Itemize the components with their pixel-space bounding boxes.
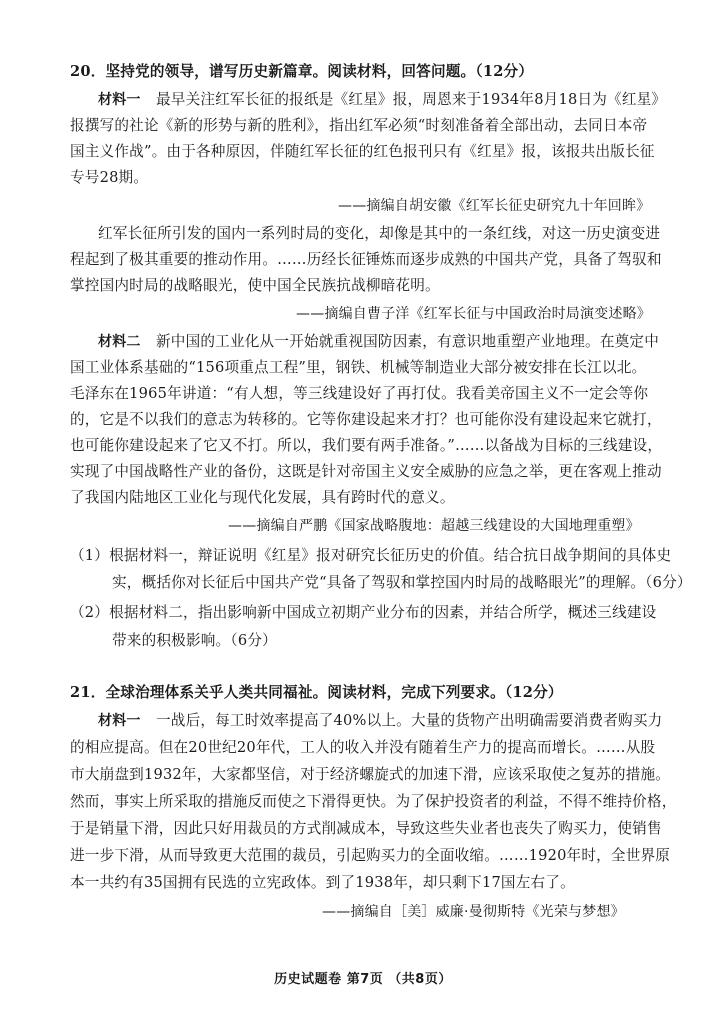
q20-material2-line: 也可能你建设起来了它又不打。所以，我们要有两手准备。”……以备战为目标的三线建设， xyxy=(70,437,663,454)
q20-material2-label: 材料二 xyxy=(98,334,141,350)
q20-material2-line: 新中国的工业化从一开始就重视国防因素，有意识地重塑产业地理。在奠定中 xyxy=(156,333,659,350)
q20-material2-line: 了我国内陆地区工业化与现代化发展，具有跨时代的意义。 xyxy=(70,489,455,506)
q21-material1-label: 材料一 xyxy=(98,713,141,729)
q20-material1-line: 专号28期。 xyxy=(70,169,149,186)
q20-subquestion1-line: 实，概括你对长征后中国共产党“具备了驾驭和掌控国内时局的战略眼光”的理解。（6分） xyxy=(112,574,692,591)
q21-material1-line: 然而，事实上所采取的措施反而使之下滑得更快。为了保护投资者的利益，不得不维持价格， xyxy=(70,793,677,810)
q20-subquestion2-line: 带来的积极影响。（6分） xyxy=(112,632,277,649)
q20-material2-line: 的，它是不以我们的意志为转移的。它等你建设起来才打？也可能你没有建设起来它就打， xyxy=(70,411,662,428)
q20-subquestion1-line: （1）根据材料一，辩证说明《红星》报对研究长征历史的价值。结合抗日战争期间的具体史 xyxy=(70,547,672,564)
q20-material1-source2: ——摘编自曹子洋《红军长征与中国政治时局演变述略》 xyxy=(296,306,651,322)
q21-material1-line: 进一步下滑，从而导致更大范围的裁员，引起购买力的全面收缩。……1920年时，全世界原 xyxy=(70,847,671,864)
q20-heading: 20．坚持党的领导，谱写历史新篇章。阅读材料，回答问题。（12分） xyxy=(70,63,534,80)
q21-material1-line: 本一共约有35国拥有民选的立宪政体。到了1938年，却只剩下17国左右了。 xyxy=(70,874,575,891)
q21-material1-line: 于是销量下滑，因此只好用裁员的方式削减成本，导致这些失业者也丧失了购买力，使销售 xyxy=(70,820,662,837)
q20-material2-line: 毛泽东在1965年讲道：“有人想，等三线建设好了再打仗。我看美帝国主义不一定会等你 xyxy=(70,385,649,402)
q20-material1-line: 国主义作战”。由于各种原因，伴随红军长征的红色报刊只有《红星》报，该报共出版长征 xyxy=(70,143,655,160)
q20-material1-para2-line: 红军长征所引发的国内一系列时局的变化，却像是其中的一条红线，对这一历史演变进 xyxy=(98,225,661,242)
q21-heading: 21．全球治理体系关乎人类共同福祉。阅读材料，完成下列要求。（12分） xyxy=(70,684,563,701)
q21-material1-line: 的相应提高。但在20世纪20年代，工人的收入并没有随着生产力的提高而增长。……从股 xyxy=(70,739,656,756)
q20-material1-para2-line: 掌控国内时局的战略眼光，使中国全民族抗战柳暗花明。 xyxy=(70,277,440,294)
q20-material2-line: 国工业体系基础的“156项重点工程”里，钢铁、机械等制造业大部分被安排在长江以北。 xyxy=(70,359,647,376)
q21-material1-source: ——摘编自［美］威廉·曼彻斯特《光荣与梦想》 xyxy=(322,904,625,920)
q20-material1-line: 报撰写的社论《新的形势与新的胜利》，指出红军必须“时刻准备着全部出动，去同日本帝 xyxy=(70,117,648,134)
q21-material1-line: 一战后，每工时效率提高了40%以上。大量的货物产出明确需要消费者购买力 xyxy=(156,712,663,729)
q21-material1-line: 市大崩盘到1932年，大家都坚信，对于经济螺旋式的加速下滑，应该采取使之复苏的措施。 xyxy=(70,766,671,783)
page-footer: 历史试题卷 第7页 （共8页） xyxy=(274,972,452,987)
q20-material1-label: 材料一 xyxy=(98,92,141,108)
q20-material2-source: ——摘编自严鹏《国家战略腹地：超越三线建设的大国地理重塑》 xyxy=(228,518,640,534)
q20-material1-source: ——摘编自胡安徽《红军长征史研究九十年回眸》 xyxy=(338,198,651,214)
q20-material2-line: 实现了中国战略性产业的备份，这既是针对帝国主义安全威胁的应急之举，更在客观上推动 xyxy=(70,463,662,480)
q20-material1-line: 最早关注红军长征的报纸是《红星》报，周恩来于1934年8月18日为《红星》 xyxy=(156,91,667,108)
q20-subquestion2-line: （2）根据材料二，指出影响新中国成立初期产业分布的因素，并结合所学，概述三线建设 xyxy=(70,604,657,621)
q20-material1-para2-line: 程起到了极其重要的推动作用。……历经长征锤炼而逐步成熟的中国共产党，具备了驾驭和 xyxy=(70,251,662,268)
